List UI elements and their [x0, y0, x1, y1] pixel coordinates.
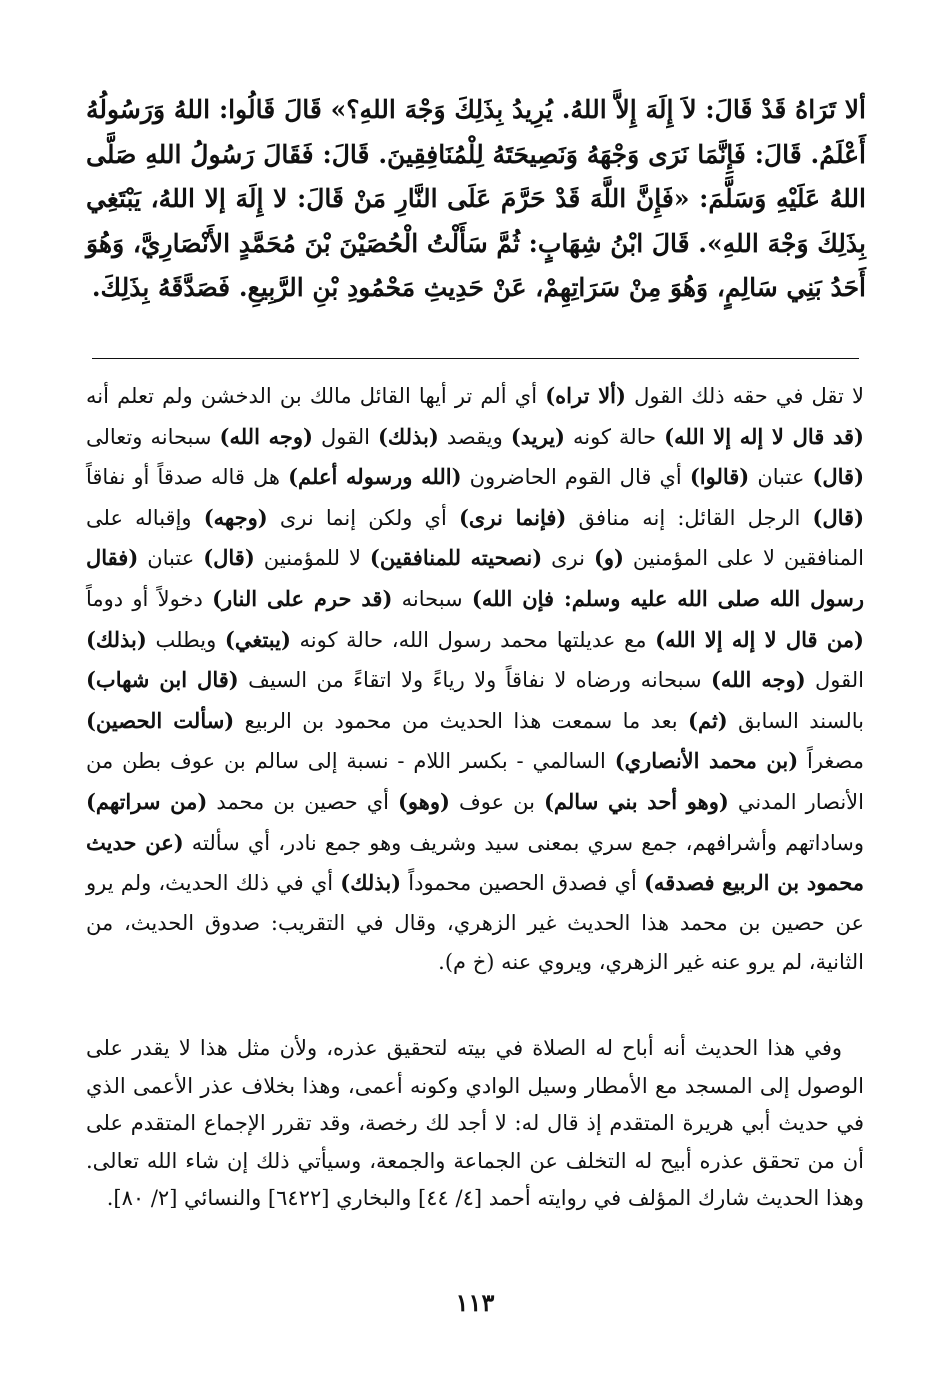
commentary-segment: الرجل القائل: إنه منافق — [566, 505, 813, 530]
commentary-segment: سبحانه وتعالى — [86, 424, 220, 449]
commentary-quoted-phrase: (و) — [593, 545, 624, 571]
commentary-segment: هل قاله صدقاً أو نفاقاً — [86, 465, 289, 490]
commentary-segment: لا للمؤمنين — [254, 546, 370, 571]
commentary-segment: أي قال القوم الحاضرون — [461, 465, 690, 490]
commentary-segment: عتبان — [138, 546, 204, 571]
commentary-segment: وإقباله على المنافقين لا على المؤمنين — [86, 505, 864, 571]
commentary-segment: بالسند السابق — [727, 708, 865, 733]
page-number: ١١٣ — [455, 1288, 495, 1317]
commentary-quoted-phrase: (قال) — [812, 504, 865, 530]
commentary-quoted-phrase: (بذلك) — [86, 626, 147, 652]
commentary-quoted-phrase: (سألت الحصين) — [86, 707, 235, 733]
commentary-segment: عتبان — [749, 465, 813, 490]
commentary-quoted-phrase: (من قال لا إله إلا الله) — [655, 626, 864, 652]
commentary-segment: بعد ما سمعت هذا الحديث من محمود بن الربيع — [234, 708, 689, 733]
commentary-quoted-phrase: (بن محمد الأنصاري) — [614, 748, 799, 774]
commentary-segment: سبحانه — [392, 586, 472, 611]
commentary-quoted-phrase: (وجه الله) — [219, 423, 313, 449]
commentary-segment: القول — [805, 668, 865, 693]
commentary-quoted-phrase: (قال ابن شهاب) — [86, 667, 239, 693]
note-paragraph: وفي هذا الحديث أنه أباح له الصلاة في بيته لتحقيق عذره، ولأن مثل هذا لا يقدر على الوصول إلى المسجد مع الأمطار وسيل الوادي وكونه أعمى، وهذا بخلاف عذر الأعمى الذي في حديث أبي هريرة المتقدم إذ قال له: لا أجد لك رخصة، وقد تقرر الإجماع المتقدم على أن من تحقق عذره أبيح له التخلف عن الجماعة والجمعة، وسيأتي ذلك إن شاء الله تعالى. وهذا الحديث شارك المؤلف في روايته أحمد [٤/ ٤٤] والبخاري [٦٤٢٢] والنسائي [٢/ ٨٠]. — [86, 1036, 864, 1210]
commentary-segment: حالة كونه — [564, 424, 665, 449]
commentary-quoted-phrase: (وهو أحد بني سالم) — [543, 788, 729, 814]
commentary-quoted-phrase: (فقال رسول الله صلى الله عليه وسلم: فإن الله) — [86, 545, 864, 611]
commentary-quoted-phrase: (بذلك) — [340, 870, 402, 896]
commentary-quoted-phrase: (عن حديث محمود بن الربيع فصدقه) — [86, 829, 865, 896]
commentary-quoted-phrase: (قد قال لا إله إلا الله) — [664, 423, 864, 449]
commentary-segment: أي في ذلك الحديث، ولم يرو عن حصين بن محمد هذا الحديث غير الزهري، وقال في التقريب: صدوق الحديث، من الثانية، لم يرو عنه غير الزهري، ويروي عنه (خ م). — [86, 871, 864, 975]
commentary-quoted-phrase: (قالوا) — [689, 464, 750, 490]
concluding-note — [86, 1030, 864, 1218]
commentary-segment: ويقصد — [438, 424, 511, 449]
commentary-segment: وساداتهم وأشرافهم، جمع سري بمعنى سيد وشريف وهو جمع نادر، أي سألته — [183, 830, 864, 855]
commentary-segment: نرى — [542, 546, 594, 571]
commentary-quoted-phrase: (ثم) — [688, 707, 728, 733]
commentary-quoted-phrase: (قال) — [203, 545, 255, 571]
commentary-segment: أي فصدق الحصين محموداً — [401, 871, 644, 896]
commentary-quoted-phrase: (الله ورسوله أعلم) — [288, 464, 462, 490]
commentary-quoted-phrase: (يبتغي) — [224, 626, 291, 652]
commentary-quoted-phrase: (قد حرم على النار) — [212, 585, 393, 611]
commentary-segment: ويطلب — [146, 627, 225, 652]
commentary-quoted-phrase: (يريد) — [510, 423, 565, 449]
commentary-segment: القول — [312, 424, 378, 449]
commentary-segment: أي ولكن إنما نرى — [267, 505, 459, 530]
commentary-segment: مصغراً — [798, 749, 865, 774]
commentary-segment: السالمي - بكسر اللام - نسبة إلى سالم بن عوف بطن من الأنصار المدني — [86, 749, 864, 814]
commentary-quoted-phrase: (ألا تراه) — [545, 383, 626, 408]
commentary-quoted-phrase: (وجهه) — [203, 504, 268, 530]
commentary-segment: مع عديلتها محمد رسول الله، حالة كونه — [290, 627, 656, 652]
commentary-segment: بن عوف — [449, 789, 544, 814]
commentary-quoted-phrase: (وجه الله) — [710, 667, 806, 693]
commentary-quoted-phrase: (من سراتهم) — [86, 788, 208, 814]
commentary-quoted-phrase: (نصحيته للمنافقين) — [369, 545, 543, 571]
commentary-quoted-phrase: (بذلك) — [378, 423, 439, 449]
commentary-segment: سبحانه ورضاه لا نفاقاً ولا رياءً ولا اتقاءً من السيف — [238, 668, 711, 693]
commentary-quoted-phrase: (قال) — [812, 464, 865, 490]
commentary-text — [86, 376, 864, 983]
commentary-quoted-phrase: (فإنما نرى) — [458, 504, 567, 530]
hadith-text: ألا تَرَاهُ قَدْ قَالَ: لاَ إِلَهَ إِلاَّ اللهُ. يُرِيدُ بِذَلِكَ وَجْهَ اللهِ؟» قَالَ قَالُوا: اللهُ وَرَسُولُهُ أَعْلَمُ. قَالَ: فَإِنَّمَا نَرَى وَجْهَهُ وَنَصِيحَتَهُ لِلْمُنَافِقِينَ. قَالَ: فَقَالَ رَسُولُ اللهِ صَلَّى اللهُ عَلَيْهِ وَسَلَّمَ: «فَإِنَّ اللَّهَ قَدْ حَرَّمَ عَلَى النَّارِ مَنْ قَالَ: لا إِلَهَ إلا اللهُ، يَبْتَغِي بِذَلِكَ وَجْهَ اللهِ». قَالَ ابْنُ شِهَابٍ: ثُمَّ سَأَلْتُ الْحُصَيْنَ بْنَ مُحَمَّدٍ الأَنْصَارِيَّ، وَهُوَ أَحَدُ بَنِي سَالِمٍ، وَهُوَ مِنْ سَرَاتِهِمْ، عَنْ حَدِيثِ مَحْمُودِ بْنِ الرَّبِيعِ. فَصَدَّقَهُ بِذَلِكَ. — [86, 95, 866, 302]
commentary-segment: لا تقل في حقه ذلك القول — [625, 384, 865, 408]
commentary-quoted-phrase: (وهو) — [398, 788, 450, 814]
footnote-divider — [92, 358, 859, 359]
commentary-segment: أي حصين بن محمد — [207, 789, 398, 814]
commentary-segment: أي ألم تر أيها القائل مالك بن الدخشن ولم تعلم أنه — [86, 384, 546, 408]
commentary-segment: دخولاً أو دوماً — [86, 586, 213, 611]
